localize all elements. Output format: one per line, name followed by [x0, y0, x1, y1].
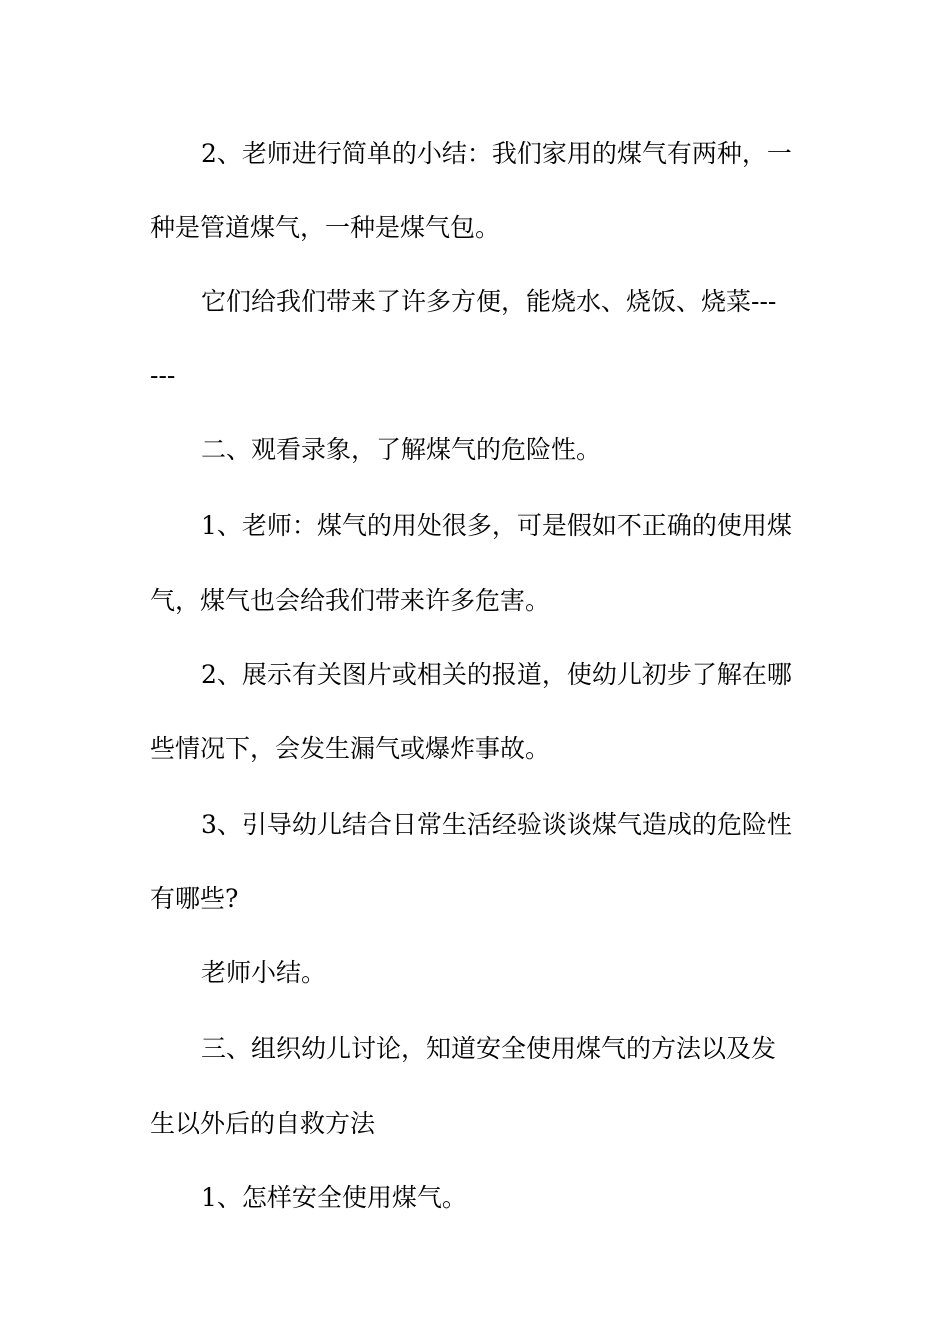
text-line: 些情况下，会发生漏气或爆炸事故。 — [150, 734, 551, 763]
section-heading: 二、观看录象，了解煤气的危险性。 — [201, 435, 602, 464]
text-line: 2、展示有关图片或相关的报道，使幼儿初步了解在哪 — [201, 660, 792, 689]
text-line: 种是管道煤气，一种是煤气包。 — [150, 213, 501, 242]
text-line: 1、怎样安全使用煤气。 — [201, 1183, 467, 1212]
section-heading: 三、组织幼儿讨论，知道安全使用煤气的方法以及发 — [201, 1034, 777, 1063]
text-line: 3、引导幼儿结合日常生活经验谈谈煤气造成的危险性 — [201, 810, 792, 839]
text-line: 1、老师：煤气的用处很多，可是假如不正确的使用煤 — [201, 511, 792, 540]
text-line: 2、老师进行简单的小结：我们家用的煤气有两种，一 — [201, 139, 792, 168]
text-line: 有哪些? — [150, 884, 239, 913]
text-line: 生以外后的自救方法 — [150, 1109, 376, 1138]
text-line: 它们给我们带来了许多方便，能烧水、烧饭、烧菜--- — [201, 287, 777, 316]
text-line: 老师小结。 — [201, 958, 327, 987]
text-line: --- — [150, 361, 176, 390]
text-line: 气，煤气也会给我们带来许多危害。 — [150, 586, 551, 615]
